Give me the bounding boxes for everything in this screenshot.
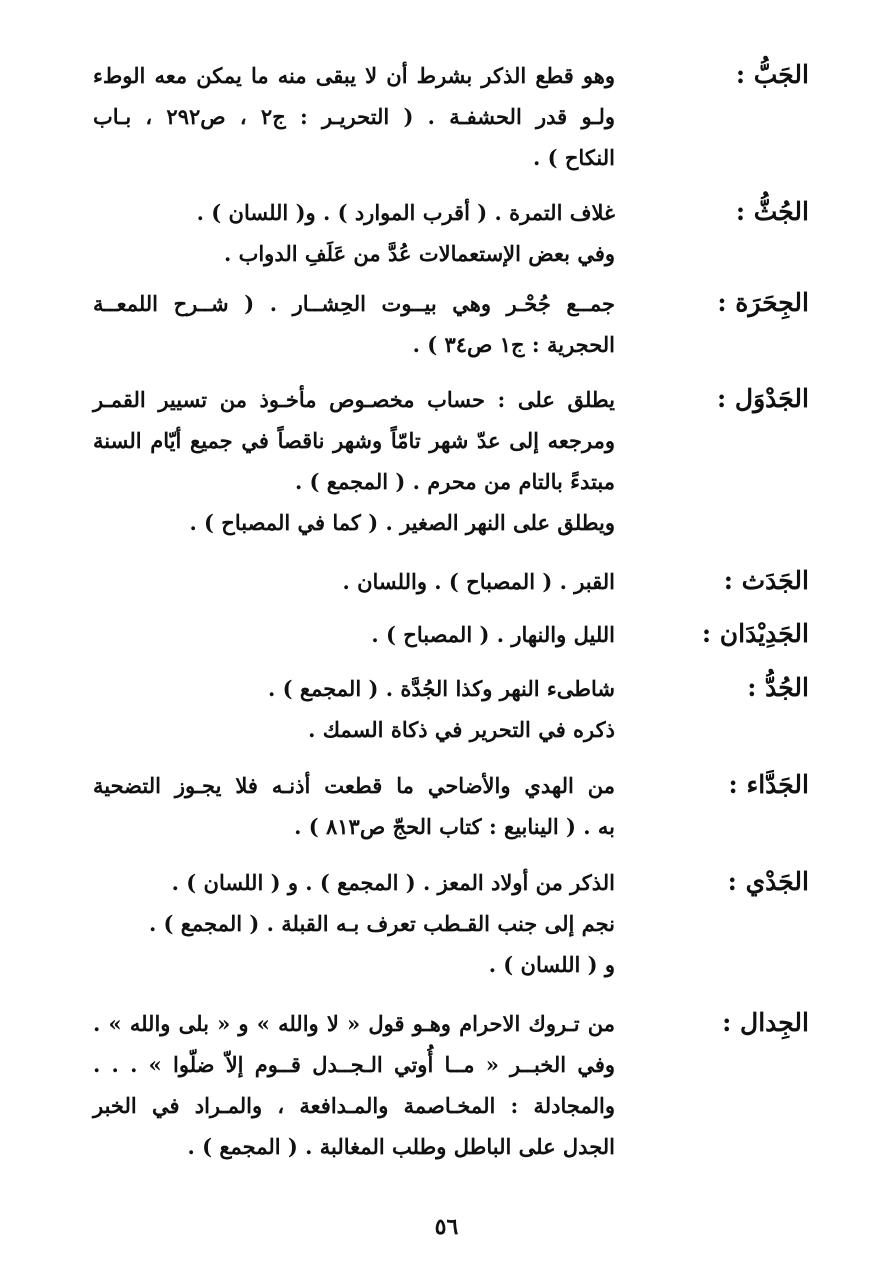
definition-line: القبر . ( المصباح ) . واللسان . — [342, 569, 615, 594]
entry-definition — [93, 1003, 615, 1167]
definition-line: من تـروك الاحرام وهـو قول « لا والله » و « بلى والله » . — [93, 1011, 615, 1036]
entry-term: الجَبُّ : — [735, 60, 809, 89]
definition-line: الجدل على الباطل وطلب المغالبة . ( المجمع ) . — [187, 1134, 615, 1159]
entry-term: الجَدْوَل : — [717, 384, 809, 413]
entry-definition — [93, 379, 615, 543]
entry-term: الجُثُّ : — [735, 197, 809, 226]
definition-line: ومرجعه إلى عدّ شهر تامّاً وشهر ناقصاً في جميع أيّام السنة — [93, 428, 615, 453]
entry-term: الجِدال : — [722, 1008, 809, 1037]
definition-line: الحجرية : ج١ ص٣٤ ) . — [412, 332, 615, 357]
entry-definition — [93, 192, 615, 274]
definition-line: جمــع جُحْـر وهي بيــوت الحِشــار . ( شــرح اللمعــة — [93, 291, 615, 316]
entry-term: الجِحَرَة : — [717, 288, 809, 317]
entry-term: الجَدْي : — [727, 867, 809, 896]
definition-line: نجم إلى جنب القـطب تعرف بـه القبلة . ( المجمع ) . — [148, 911, 615, 936]
entry-definition — [93, 283, 615, 365]
definition-line: النكاح ) . — [533, 145, 615, 170]
definition-line: شاطىء النهر وكذا الجُدَّة . ( المجمع ) . — [268, 676, 615, 701]
definition-line: الليل والنهار . ( المصباح ) . — [371, 622, 615, 647]
definition-line: من الهدي والأضاحي ما قطعت أذنـه فلا يجـوز التضحية — [93, 773, 615, 798]
entry-term: الجَدَّاء : — [728, 770, 809, 799]
definition-line: ولـو قدر الحشفـة . ( التحريـر : ج٢ ، ص٢٩٢ ، بـاب — [93, 104, 615, 129]
entry-definition — [93, 765, 615, 847]
entry-definition — [93, 55, 615, 178]
definition-line: وفي بعض الإستعمالات عُدَّ من عَلَفِ الدواب . — [223, 241, 615, 266]
definition-line: مبتدءً بالتام من محرم . ( المجمع ) . — [294, 469, 615, 494]
entry-term: الجَدِيْدَان : — [701, 619, 809, 648]
page-number: ٥٦ — [434, 1214, 459, 1240]
definition-line: يطلق على : حساب مخصـوص مأخـوذ من تسيير القمـر — [93, 387, 615, 412]
entry-definition — [93, 862, 615, 985]
entry-term: الجَدَث : — [723, 566, 809, 595]
definition-line: ويطلق على النهر الصغير . ( كما في المصباح ) . — [189, 510, 615, 535]
definition-line: وفي الخبــر « مــا أُوتي الـجــدل قــوم إلاّ ضلّوا » . . . — [93, 1052, 615, 1077]
definition-line: و ( اللسان ) . — [488, 952, 615, 977]
entry-definition — [93, 668, 615, 750]
entry-term: الجُدُّ : — [747, 673, 809, 702]
definition-line: غلاف التمرة . ( أقرب الموارد ) . و( اللسان ) . — [196, 200, 615, 225]
definition-line: والمجادلة : المخـاصمة والمـدافعة ، والمـراد في الخبر — [93, 1093, 615, 1118]
definition-line: به . ( الينابيع : كتاب الحجّ ص٨١٣ ) . — [294, 814, 615, 839]
entry-definition — [93, 614, 615, 655]
definition-line: ذكره في التحرير في ذكاة السمك . — [308, 717, 615, 742]
entry-definition — [93, 561, 615, 602]
definition-line: وهو قطع الذكر بشرط أن لا يبقى منه ما يمكن معه الوطء — [93, 63, 615, 88]
definition-line: الذكر من أولاد المعز . ( المجمع ) . و ( اللسان ) . — [171, 870, 615, 895]
